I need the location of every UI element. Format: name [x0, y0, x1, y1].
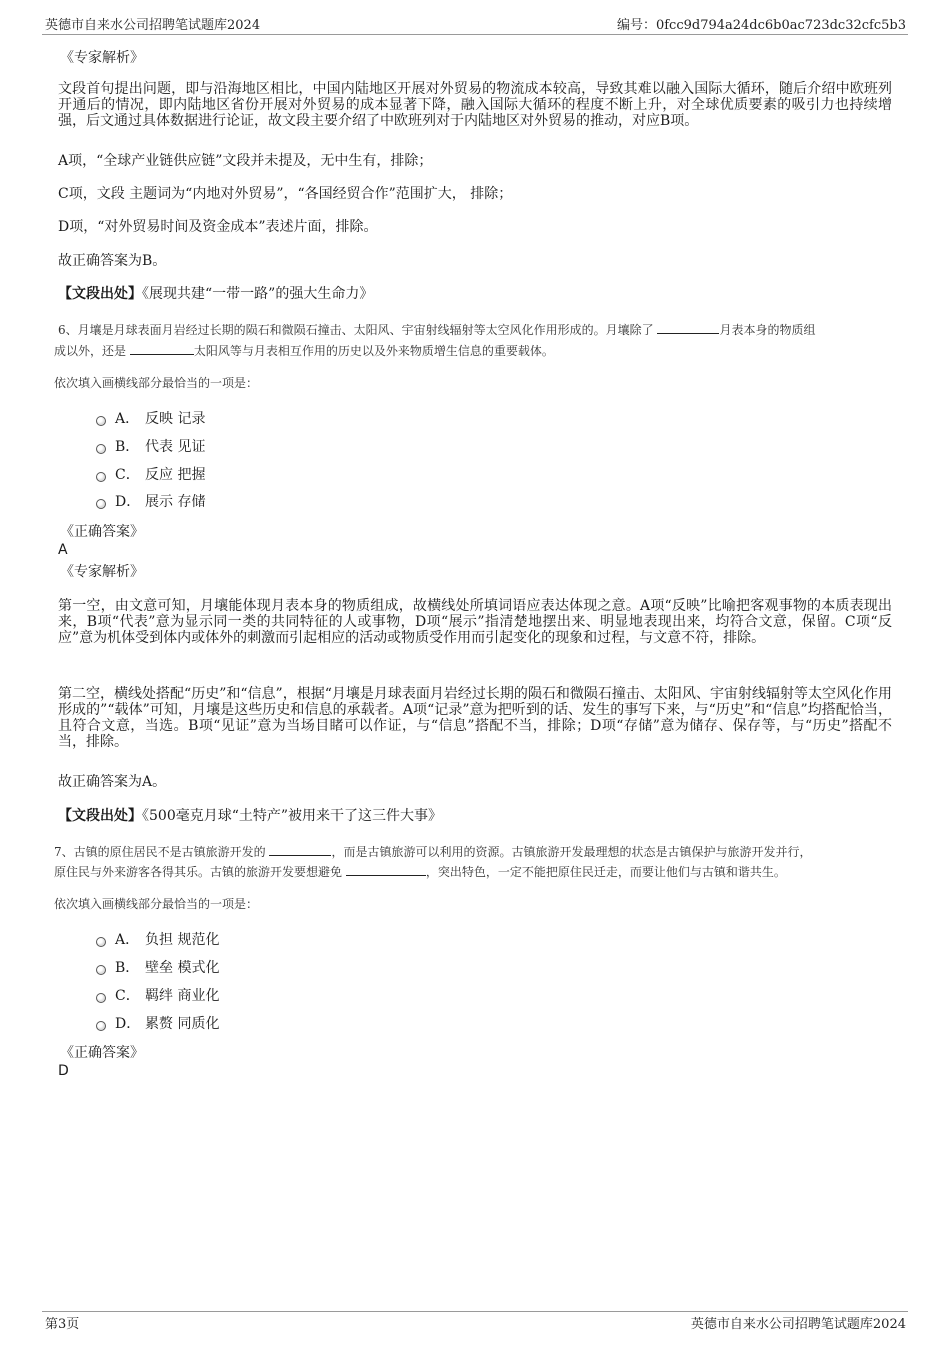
q6-stem-line2 [54, 342, 554, 359]
q7-stem-text: ，突出特色，一定不能把原住民迁走，而要让他们与古镇和谐共生。 [425, 865, 786, 879]
q5-option-c-analysis: C项，文段 主题词为“内地对外贸易”，“各国经贸合作”范围扩大， 排除； [58, 186, 513, 202]
q6-stem-text: 成以外，还是 [54, 344, 127, 358]
radio-icon[interactable] [96, 937, 106, 947]
q6-option-b[interactable] [96, 436, 205, 456]
option-text: 反映 记录 [145, 411, 206, 427]
option-text: 羁绊 商业化 [145, 988, 220, 1004]
radio-icon[interactable] [96, 416, 106, 426]
q6-analysis-paragraph-2: 第二空，横线处搭配“历史”和“信息”，根据“月壤是月球表面月岩经过长期的陨石和微陨石撞击、太阳风、宇宙射线辐射等太空风化作用形成的”“载体”可知，月壤是这些历史和信息的承载者。A项“记录”意为把听到的话、发生的事写下来，与“历史”和“信息”均搭配恰当，且符合文意，当选。B项“见证”意为当场目睹可以作证，与“信息”搭配不当，排除；D项“存储”意为储存、保存等，与“历史”搭配不当，排除。 [58, 686, 892, 750]
radio-icon[interactable] [96, 499, 106, 509]
q7-option-d[interactable] [96, 1013, 219, 1033]
q5-option-d-analysis: D项，“对外贸易时间及资金成本”表述片面，排除。 [58, 219, 378, 235]
option-letter: A． [115, 932, 140, 948]
option-text: 展示 存储 [145, 494, 206, 510]
document-id: 编号：0fcc9d794a24dc6b0ac723dc32cfc5b3 [616, 18, 906, 33]
q6-source [58, 808, 442, 824]
option-text: 壁垒 模式化 [145, 960, 220, 976]
q7-prompt: 依次填入画横线部分最恰当的一项是： [54, 897, 259, 911]
option-text: 负担 规范化 [145, 932, 220, 948]
q6-answer-label: 《正确答案》 [60, 524, 144, 540]
option-letter: A． [115, 411, 140, 427]
q6-option-a[interactable] [96, 408, 205, 428]
radio-icon[interactable] [96, 1021, 106, 1031]
q7-stem-text: 7、古镇的原住居民不是古镇旅游开发的 [54, 845, 266, 859]
option-letter: D． [115, 1016, 141, 1032]
q6-stem-line1 [58, 321, 815, 338]
radio-icon[interactable] [96, 993, 106, 1003]
q7-answer: D [58, 1063, 69, 1079]
q7-option-a[interactable] [96, 929, 219, 949]
option-letter: B． [115, 960, 140, 976]
q7-stem-text: ，而是古镇旅游可以利用的资源。古镇旅游开发最理想的状态是古镇保护与旅游开发并行， [331, 845, 812, 859]
q7-answer-label: 《正确答案》 [60, 1045, 144, 1061]
q7-option-c[interactable] [96, 985, 219, 1005]
q7-blank-1 [269, 843, 331, 856]
q5-source [58, 286, 373, 302]
q7-option-b[interactable] [96, 957, 219, 977]
q6-blank-1 [657, 321, 719, 334]
header-title: 英德市自来水公司招聘笔试题库2024 [45, 18, 261, 33]
q6-option-c[interactable] [96, 464, 205, 484]
q5-analysis-label: 《专家解析》 [60, 50, 144, 66]
radio-icon[interactable] [96, 444, 106, 454]
q6-answer: A [58, 542, 68, 558]
q6-blank-2 [130, 342, 194, 355]
q6-conclusion: 故正确答案为A。 [58, 774, 167, 790]
source-label: 【文段出处】 [58, 286, 142, 302]
option-letter: B． [115, 439, 140, 455]
q6-analysis-label: 《专家解析》 [60, 564, 144, 580]
q5-analysis-paragraph: 文段首句提出问题，即与沿海地区相比，中国内陆地区开展对外贸易的物流成本较高，导致其难以融入国际大循环，随后介绍中欧班列开通后的情况，即内陆地区省份开展对外贸易的成本显著下降，融入国际大循环的程度不断上升，对全球优质要素的吸引力也持续增强，后文通过具体数据进行论证，故文段主要介绍了中欧班列对于内陆地区对外贸易的推动，对应B项。 [58, 81, 892, 129]
page-number: 第3页 [45, 1317, 80, 1332]
q6-analysis-paragraph-1: 第一空，由文意可知，月壤能体现月表本身的物质组成，故横线处所填词语应表达体现之意。A项“反映”比喻把客观事物的本质表现出来，B项“代表”意为显示同一类的共同特征的人或事物，D项“展示”指清楚地摆出来、明显地表现出来，均符合文意，保留。C项“反应”意为机体受到体内或体外的刺激而引起相应的活动或物质受作用而引起变化的现象和过程，与文意不符，排除。 [58, 598, 892, 646]
radio-icon[interactable] [96, 965, 106, 975]
option-letter: D． [115, 494, 141, 510]
footer-title: 英德市自来水公司招聘笔试题库2024 [690, 1317, 906, 1332]
radio-icon[interactable] [96, 472, 106, 482]
header-divider [42, 34, 908, 35]
q6-stem-text: 月表本身的物质组 [719, 323, 816, 337]
source-label: 【文段出处】 [58, 808, 142, 824]
q6-stem-text: 太阳风等与月表相互作用的历史以及外来物质增生信息的重要载体。 [193, 344, 554, 358]
option-letter: C． [115, 988, 140, 1004]
q7-stem-text: 原住民与外来游客各得其乐。古镇的旅游开发要想避免 [54, 865, 343, 879]
source-title: 《500毫克月球“土特产”被用来干了这三件大事》 [142, 808, 443, 824]
q7-stem-line1 [54, 843, 811, 860]
q7-blank-2 [346, 863, 426, 876]
source-title: 《展现共建“一带一路”的强大生命力》 [142, 286, 374, 302]
q6-prompt: 依次填入画横线部分最恰当的一项是： [54, 376, 259, 390]
q5-option-a-analysis: A项，“全球产业链供应链”文段并未提及，无中生有，排除； [58, 153, 433, 169]
q5-conclusion: 故正确答案为B。 [58, 253, 167, 269]
q7-stem-line2 [54, 863, 786, 880]
option-text: 反应 把握 [145, 467, 206, 483]
option-text: 累赘 同质化 [145, 1016, 220, 1032]
q6-stem-text: 6、月壤是月球表面月岩经过长期的陨石和微陨石撞击、太阳风、宇宙射线辐射等太空风化作用形成的。月壤除了 [58, 323, 654, 337]
footer-divider [42, 1311, 908, 1312]
option-letter: C． [115, 467, 140, 483]
option-text: 代表 见证 [145, 439, 206, 455]
q6-option-d[interactable] [96, 491, 205, 511]
